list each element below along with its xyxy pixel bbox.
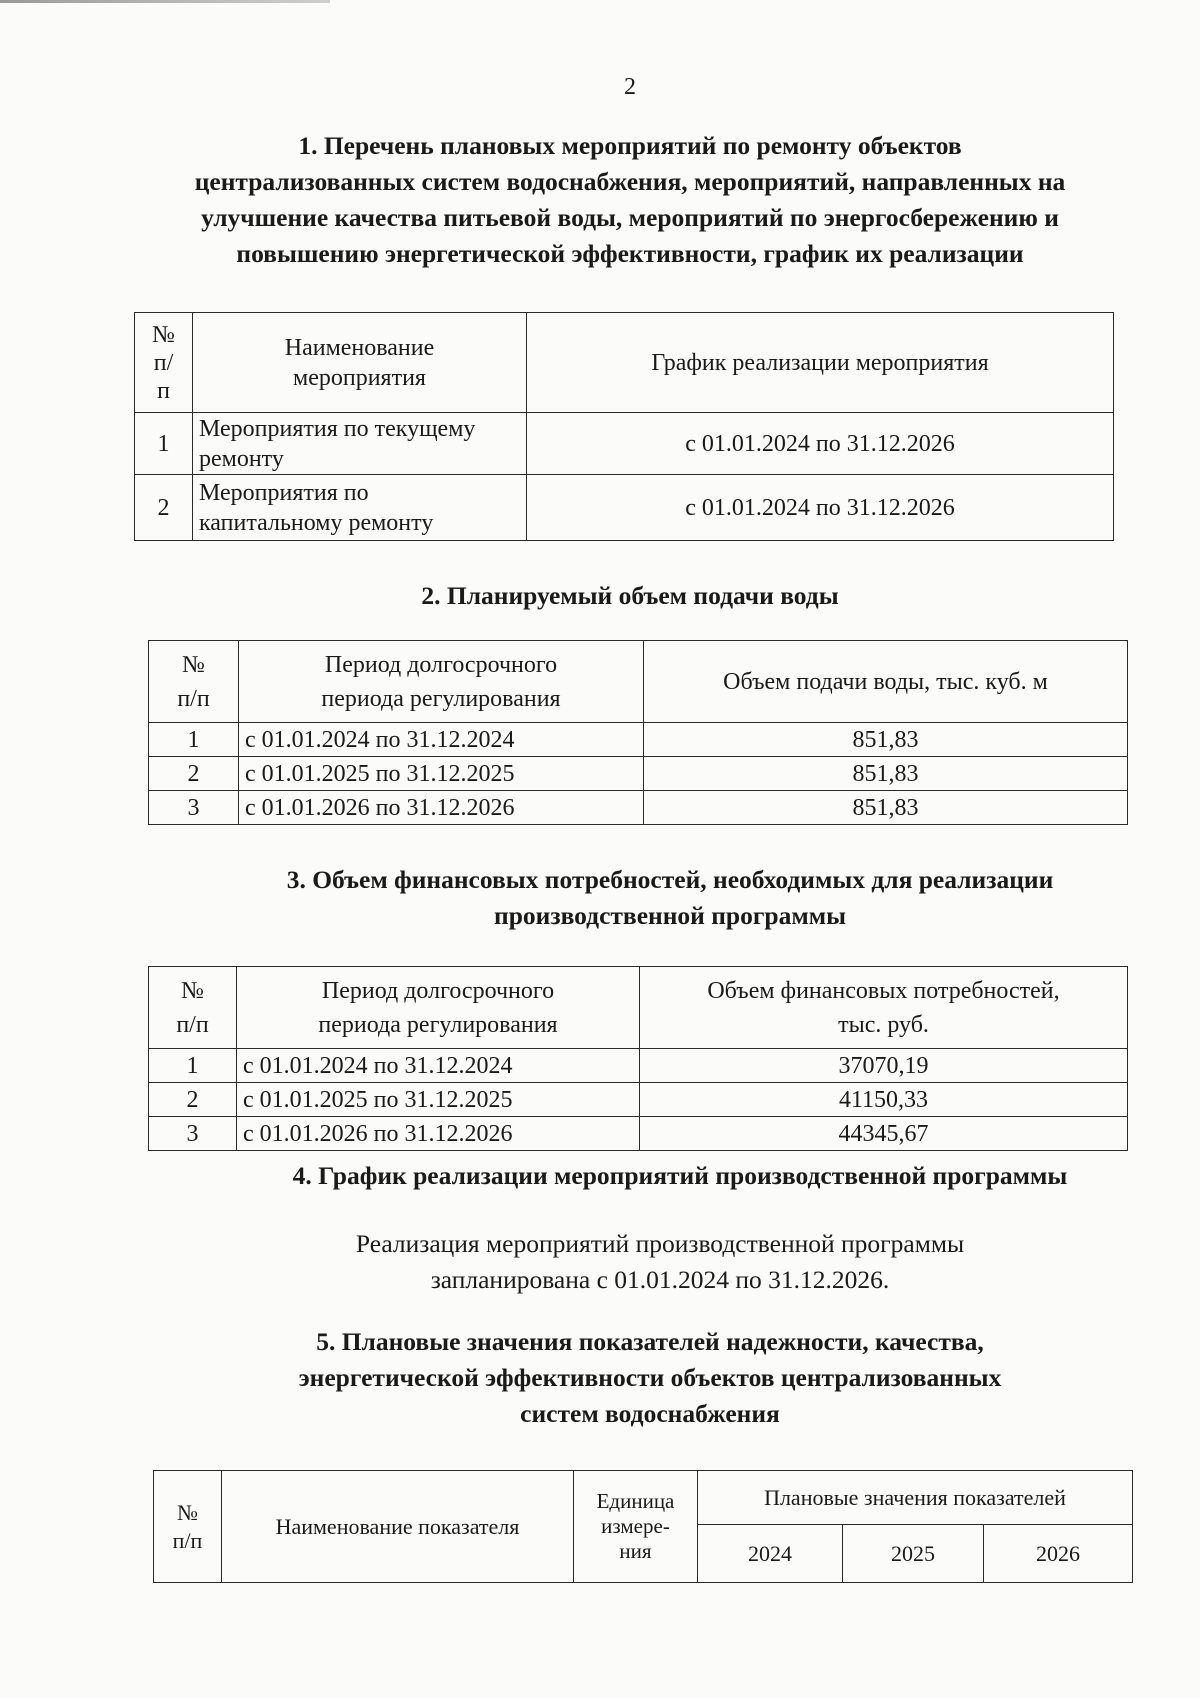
section-5-title-line: систем водоснабжения	[520, 1399, 780, 1428]
header-num	[135, 313, 193, 413]
header-text: Объем финансовых потребностей,	[707, 977, 1060, 1004]
row-volume: 851,83	[644, 723, 1128, 757]
financial-needs-table	[148, 966, 1128, 1151]
table-row	[149, 1117, 1128, 1151]
section-1-title-line: повышению энергетической эффективности, график их реализации	[236, 239, 1024, 268]
activities-table	[134, 312, 1114, 541]
header-indicator-name: Наименование показателя	[222, 1471, 574, 1583]
row-schedule: с 01.01.2024 по 31.12.2026	[527, 475, 1114, 541]
header-text: п/п	[176, 1011, 209, 1038]
row-name-line: ремонту	[199, 445, 284, 472]
section-1-title	[120, 128, 1140, 272]
table-row	[135, 413, 1114, 475]
section-5-title	[220, 1324, 1080, 1432]
row-num: 1	[149, 723, 239, 757]
section-3-title	[200, 862, 1140, 934]
row-period: с 01.01.2024 по 31.12.2024	[237, 1049, 640, 1083]
header-text: Период долгосрочного	[321, 977, 555, 1004]
header-planned-values: Плановые значения показателей	[698, 1471, 1133, 1525]
table-header-row	[149, 641, 1128, 723]
row-num: 2	[149, 1083, 237, 1117]
header-text: п	[157, 377, 170, 404]
row-period: с 01.01.2025 по 31.12.2025	[239, 757, 644, 791]
row-financial: 44345,67	[640, 1117, 1128, 1151]
table-header-row	[135, 313, 1114, 413]
header-name	[193, 313, 527, 413]
header-year-2025: 2025	[843, 1525, 984, 1583]
row-financial: 37070,19	[640, 1049, 1128, 1083]
water-supply-table	[148, 640, 1128, 825]
header-num	[154, 1471, 222, 1583]
row-period: с 01.01.2025 по 31.12.2025	[237, 1083, 640, 1117]
section-3-title-line: 3. Объем финансовых потребностей, необходимых для реализации	[286, 865, 1054, 894]
header-unit	[574, 1471, 698, 1583]
table-header-row	[154, 1471, 1133, 1525]
header-text: периода регулирования	[318, 1011, 558, 1038]
section-2-title: 2. Планируемый объем подачи воды	[421, 581, 839, 610]
section-4-title: 4. График реализации мероприятий производственной программы	[292, 1161, 1068, 1190]
header-text: ния	[619, 1539, 652, 1563]
header-text: тыс. руб.	[838, 1011, 929, 1038]
row-financial: 41150,33	[640, 1083, 1128, 1117]
row-period: с 01.01.2026 по 31.12.2026	[239, 791, 644, 825]
section-4-text-line: Реализация мероприятий производственной программы	[355, 1229, 965, 1258]
row-schedule: с 01.01.2024 по 31.12.2026	[527, 413, 1114, 475]
row-name-line: Мероприятия по текущему	[199, 415, 476, 442]
header-text: Период долгосрочного	[324, 651, 558, 678]
section-3-title-line: производственной программы	[494, 901, 846, 930]
row-num: 3	[149, 1117, 237, 1151]
section-1-title-line: централизованных систем водоснабжения, мероприятий, направленных на	[194, 167, 1066, 196]
header-text: Единица	[596, 1489, 675, 1513]
header-text: №	[181, 977, 204, 1004]
header-text: п/п	[172, 1527, 203, 1553]
header-num	[149, 641, 239, 723]
section-5-title-line: энергетической эффективности объектов централизованных	[298, 1363, 1002, 1392]
header-text: Наименование	[284, 334, 435, 361]
row-name	[193, 475, 527, 541]
table-row	[149, 723, 1128, 757]
table-row	[149, 791, 1128, 825]
table-row	[149, 1049, 1128, 1083]
section-1-title-line: 1. Перечень плановых мероприятий по ремонту объектов	[298, 131, 962, 160]
row-name-line: капитальному ремонту	[199, 509, 434, 536]
row-num: 1	[135, 413, 193, 475]
header-text: №	[152, 321, 175, 348]
row-period: с 01.01.2026 по 31.12.2026	[237, 1117, 640, 1151]
section-4-text	[300, 1226, 1020, 1298]
header-year-2026: 2026	[984, 1525, 1133, 1583]
row-name	[193, 413, 527, 475]
row-num: 3	[149, 791, 239, 825]
header-period	[237, 967, 640, 1049]
page-number: 2	[624, 74, 636, 100]
section-5-title-line: 5. Плановые значения показателей надежности, качества,	[316, 1327, 984, 1356]
section-4-text-line: запланирована с 01.01.2024 по 31.12.2026.	[430, 1265, 890, 1294]
row-period: с 01.01.2024 по 31.12.2024	[239, 723, 644, 757]
table-row	[135, 475, 1114, 541]
header-financial	[640, 967, 1128, 1049]
indicators-table	[153, 1470, 1133, 1583]
row-num: 1	[149, 1049, 237, 1083]
header-text: №	[177, 1499, 198, 1525]
table-row	[149, 1083, 1128, 1117]
header-text: измере-	[601, 1514, 670, 1538]
header-text: периода регулирования	[321, 685, 561, 712]
scan-edge-artifact	[0, 0, 330, 3]
table-header-row	[149, 967, 1128, 1049]
header-schedule: График реализации мероприятия	[527, 313, 1114, 413]
row-num: 2	[149, 757, 239, 791]
row-num: 2	[135, 475, 193, 541]
table-row	[149, 757, 1128, 791]
header-year-2024: 2024	[698, 1525, 843, 1583]
header-text: п/	[153, 349, 174, 376]
section-1-title-line: улучшение качества питьевой воды, мероприятий по энергосбережению и	[201, 203, 1059, 232]
row-volume: 851,83	[644, 791, 1128, 825]
header-volume: Объем подачи воды, тыс. куб. м	[644, 641, 1128, 723]
header-text: п/п	[177, 685, 210, 712]
header-text: мероприятия	[293, 364, 426, 391]
header-num	[149, 967, 237, 1049]
row-volume: 851,83	[644, 757, 1128, 791]
header-period	[239, 641, 644, 723]
header-text: №	[182, 651, 205, 678]
row-name-line: Мероприятия по	[199, 479, 369, 506]
